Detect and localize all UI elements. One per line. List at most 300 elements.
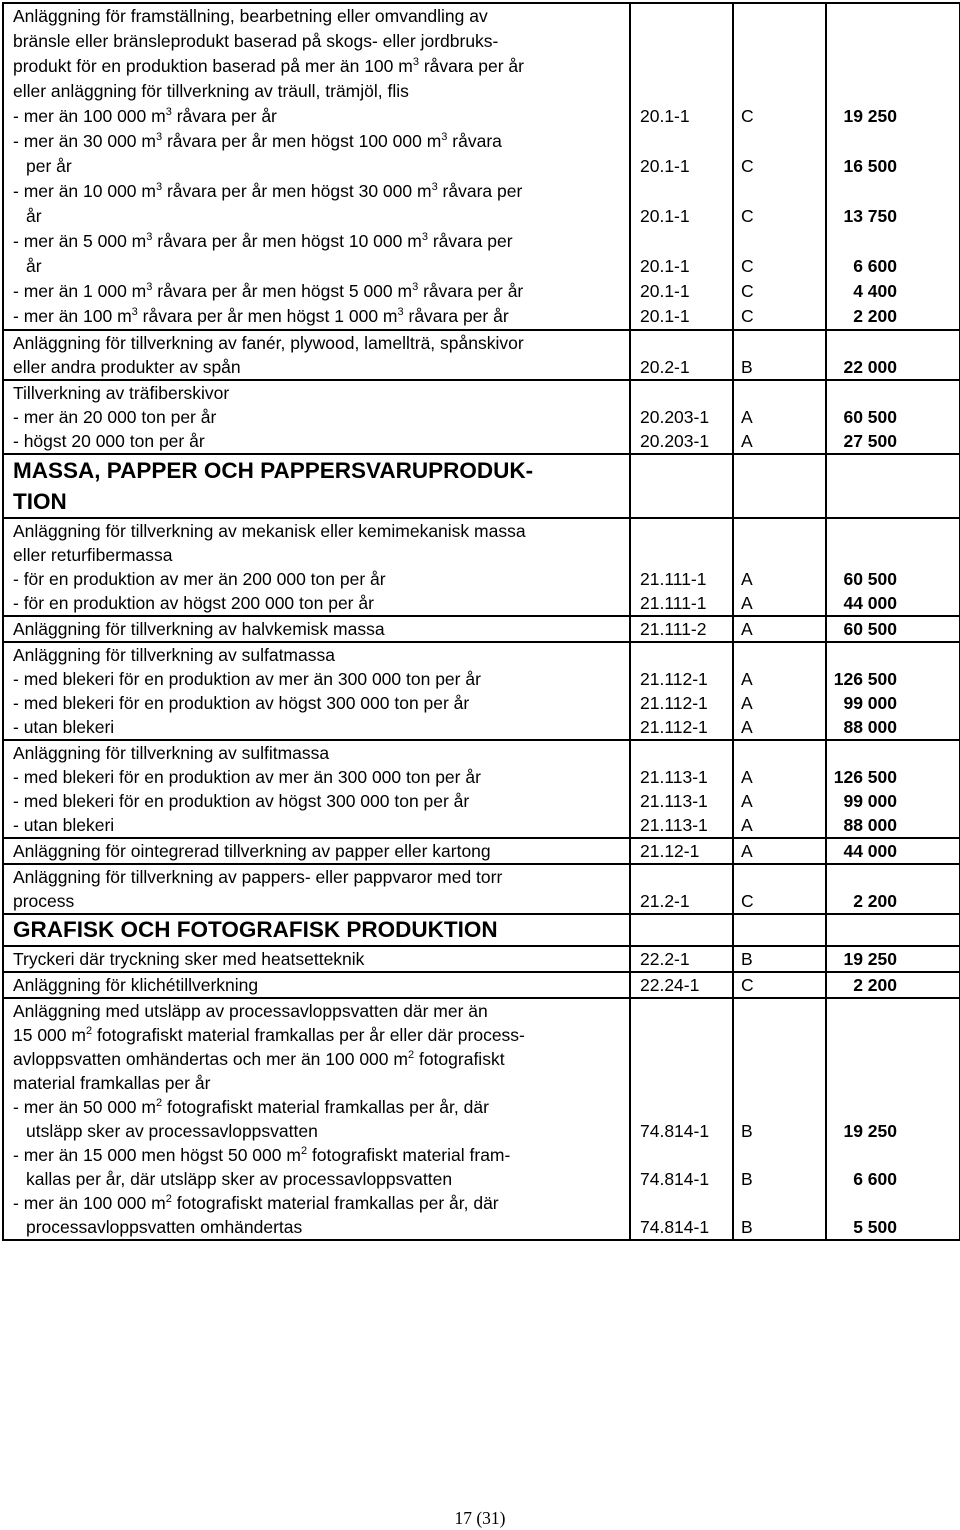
fee-class <box>734 1143 825 1167</box>
activity-code <box>631 1071 732 1095</box>
fee-amount-cell <box>826 864 960 914</box>
superscript-exponent: 3 <box>412 56 419 69</box>
activity-code-cell <box>630 616 733 642</box>
fee-amount <box>827 331 959 355</box>
fee-class <box>734 519 825 543</box>
fee-class: A <box>741 717 753 737</box>
activity-description: år <box>26 256 42 276</box>
fee-class-cell <box>733 330 826 380</box>
fee-class: A <box>741 669 753 689</box>
table-row <box>3 642 960 740</box>
activity-code <box>631 519 732 543</box>
activity-description <box>4 54 629 79</box>
fee-class: A <box>741 569 753 589</box>
activity-description: process <box>13 891 75 911</box>
fee-class: B <box>741 949 753 969</box>
fee-class <box>734 331 825 355</box>
text-segment: råvara per år <box>418 281 524 301</box>
activity-code <box>631 543 732 567</box>
fee-amount-cell <box>826 972 960 998</box>
fee-amount <box>827 1095 959 1119</box>
fee-class: C <box>741 206 754 226</box>
activity-description: bränsle eller bränsleprodukt baserad på skogs- eller jordbruks- <box>13 31 499 51</box>
section-heading: MASSA, PAPPER OCH PAPPERSVARUPRODUK- <box>13 458 534 483</box>
fee-class: A <box>741 767 753 787</box>
text-segment: - mer än 10 000 m <box>13 181 156 201</box>
text-segment: råvara per år <box>418 56 524 76</box>
activity-code <box>631 643 732 667</box>
activity-code: 21.113-1 <box>640 767 708 787</box>
activity-code <box>631 54 732 79</box>
activity-description: - med blekeri för en produktion av mer än 300 000 ton per år <box>13 669 481 689</box>
fee-amount: 126 500 <box>833 669 897 689</box>
superscript-exponent: 2 <box>300 1145 308 1158</box>
text-segment: råvara per år men högst 5 000 m <box>152 281 413 301</box>
text-segment: råvara per <box>437 181 523 201</box>
fee-amount-cell <box>826 838 960 864</box>
fee-class: C <box>741 975 754 995</box>
activity-code <box>631 1023 732 1047</box>
fee-amount: 4 400 <box>853 281 897 301</box>
fee-amount <box>827 129 959 154</box>
text-segment: - mer än 30 000 m <box>13 131 156 151</box>
activity-description: Anläggning för tillverkning av mekanisk eller kemimekanisk massa <box>13 521 526 541</box>
fee-amount <box>827 1143 959 1167</box>
activity-code: 20.1-1 <box>640 306 690 326</box>
activity-description: per år <box>26 156 72 176</box>
activity-description <box>4 1023 629 1047</box>
fee-class: A <box>741 407 753 427</box>
fee-amount <box>827 29 959 54</box>
fee-amount: 6 600 <box>853 256 897 276</box>
fee-amount: 19 250 <box>843 1121 897 1141</box>
activity-description <box>4 1191 629 1215</box>
fee-class <box>734 79 825 104</box>
table-row <box>3 740 960 838</box>
activity-code: 21.111-2 <box>640 619 707 639</box>
fee-class <box>734 1191 825 1215</box>
superscript-exponent: 3 <box>155 131 163 144</box>
activity-code <box>631 999 732 1023</box>
text-segment: - mer än 100 000 m <box>13 1193 166 1213</box>
fee-class <box>734 381 825 405</box>
activity-description <box>4 1047 629 1071</box>
section-heading-row <box>3 914 960 946</box>
activity-code: 74.814-1 <box>640 1217 710 1237</box>
fee-amount: 88 000 <box>843 815 897 835</box>
text-segment: - mer än 100 000 m <box>13 106 166 126</box>
activity-description <box>4 304 629 329</box>
fee-class <box>734 741 825 765</box>
activity-description: material framkallas per år <box>13 1073 211 1093</box>
fee-class-cell <box>733 3 826 330</box>
fee-amount <box>827 4 959 29</box>
activity-code <box>631 1047 732 1071</box>
fee-class <box>734 543 825 567</box>
fee-amount: 44 000 <box>843 841 897 861</box>
activity-description: Anläggning för framställning, bearbetning eller omvandling av <box>13 6 488 26</box>
fee-class <box>734 54 825 79</box>
text-segment: råvara per år men högst 100 000 m <box>162 131 442 151</box>
superscript-exponent: 2 <box>155 1097 163 1110</box>
activity-description-cell <box>3 946 630 972</box>
activity-description: Tryckeri där tryckning sker med heatsetteknik <box>13 949 365 969</box>
activity-description: Anläggning för tillverkning av sulfatmassa <box>13 645 335 665</box>
activity-code: 22.24-1 <box>640 975 700 995</box>
fee-amount: 2 200 <box>853 975 897 995</box>
table-row <box>3 864 960 914</box>
fee-amount: 13 750 <box>843 206 897 226</box>
superscript-exponent: 2 <box>407 1049 415 1062</box>
activity-description: processavloppsvatten omhändertas <box>26 1217 303 1237</box>
fee-class <box>734 4 825 29</box>
activity-code-cell <box>630 3 733 330</box>
text-segment: råvara per <box>427 231 513 251</box>
activity-description: - med blekeri för en produktion av högst 300 000 ton per år <box>13 693 470 713</box>
activity-code <box>631 129 732 154</box>
text-segment: fotografiskt material fram- <box>307 1145 511 1165</box>
fee-amount-cell <box>826 642 960 740</box>
activity-description: - med blekeri för en produktion av mer än 300 000 ton per år <box>13 767 481 787</box>
fee-class: C <box>741 156 754 176</box>
fee-class <box>734 1023 825 1047</box>
superscript-exponent: 2 <box>165 1193 172 1206</box>
activity-description: Anläggning för ointegrerad tillverkning av papper eller kartong <box>13 841 491 861</box>
activity-description: - mer än 20 000 ton per år <box>13 407 217 427</box>
activity-description-cell <box>3 330 630 380</box>
fee-class: B <box>741 1121 753 1141</box>
text-segment: - mer än 100 m <box>13 306 132 326</box>
superscript-exponent: 3 <box>165 106 172 119</box>
activity-code <box>631 29 732 54</box>
activity-description: Anläggning för klichétillverkning <box>13 975 259 995</box>
text-segment: - mer än 15 000 men högst 50 000 m <box>13 1145 301 1165</box>
activity-code <box>631 229 732 254</box>
fee-amount-cell <box>826 518 960 616</box>
activity-description: år <box>26 206 42 226</box>
activity-description-cell <box>3 972 630 998</box>
fee-amount <box>827 643 959 667</box>
activity-code-cell <box>630 998 733 1240</box>
activity-code <box>631 179 732 204</box>
activity-code: 21.113-1 <box>640 815 708 835</box>
empty-cell <box>826 454 960 518</box>
activity-description: Anläggning med utsläpp av processavloppsvatten där mer än <box>13 1001 488 1021</box>
fee-class-cell <box>733 946 826 972</box>
fee-class: C <box>741 281 754 301</box>
activity-description: Anläggning för tillverkning av fanér, plywood, lamellträ, spånskivor <box>13 333 524 353</box>
superscript-exponent: 2 <box>85 1025 93 1038</box>
activity-description: Anläggning för tillverkning av halvkemisk massa <box>13 619 385 639</box>
text-segment: råvara per år men högst 10 000 m <box>152 231 422 251</box>
activity-description <box>4 104 629 129</box>
activity-code: 22.2-1 <box>640 949 690 969</box>
empty-cell <box>826 914 960 946</box>
table-row <box>3 838 960 864</box>
fee-class <box>734 229 825 254</box>
activity-description <box>4 229 629 254</box>
table-row <box>3 330 960 380</box>
activity-description: - för en produktion av högst 200 000 ton per år <box>13 593 374 613</box>
fee-class: C <box>741 891 754 911</box>
text-segment: produkt för en produktion baserad på mer än 100 m <box>13 56 413 76</box>
fee-class: C <box>741 306 754 326</box>
activity-code <box>631 381 732 405</box>
section-heading-cell <box>3 454 630 518</box>
text-segment: - mer än 5 000 m <box>13 231 147 251</box>
fee-amount <box>827 865 959 889</box>
text-segment: - mer än 1 000 m <box>13 281 147 301</box>
activity-description-cell <box>3 642 630 740</box>
activity-code <box>631 865 732 889</box>
activity-description <box>4 1143 629 1167</box>
activity-code: 21.111-1 <box>640 569 707 589</box>
fee-amount <box>827 1047 959 1071</box>
activity-code: 20.2-1 <box>640 357 690 377</box>
activity-code <box>631 1191 732 1215</box>
fee-amount: 60 500 <box>843 619 897 639</box>
activity-code: 20.1-1 <box>640 281 690 301</box>
superscript-exponent: 3 <box>412 281 419 294</box>
fee-class: A <box>741 693 753 713</box>
fee-amount <box>827 1023 959 1047</box>
text-segment: råvara per år <box>403 306 509 326</box>
activity-code: 21.2-1 <box>640 891 690 911</box>
activity-code <box>631 4 732 29</box>
fee-amount: 99 000 <box>843 693 897 713</box>
activity-description <box>4 1095 629 1119</box>
activity-description-cell <box>3 838 630 864</box>
fee-class-cell <box>733 864 826 914</box>
fee-amount <box>827 54 959 79</box>
fee-class-cell <box>733 838 826 864</box>
activity-code-cell <box>630 642 733 740</box>
text-segment: - mer än 50 000 m <box>13 1097 156 1117</box>
fee-class: C <box>741 106 754 126</box>
fee-class <box>734 179 825 204</box>
text-segment: 15 000 m <box>13 1025 86 1045</box>
activity-code: 21.112-1 <box>640 717 708 737</box>
fee-class <box>734 643 825 667</box>
fee-amount: 16 500 <box>843 156 897 176</box>
fee-class-cell <box>733 616 826 642</box>
activity-description <box>4 129 629 154</box>
activity-description: kallas per år, där utsläpp sker av processavloppsvatten <box>26 1169 453 1189</box>
fee-class: A <box>741 791 753 811</box>
activity-description: eller andra produkter av spån <box>13 357 241 377</box>
fee-table <box>2 2 960 1241</box>
section-heading: GRAFISK OCH FOTOGRAFISK PRODUKTION <box>13 917 498 942</box>
table-row <box>3 518 960 616</box>
page-number: 17 (31) <box>454 1508 506 1528</box>
activity-code-cell <box>630 740 733 838</box>
activity-description: Anläggning för tillverkning av sulfitmassa <box>13 743 330 763</box>
activity-code: 20.1-1 <box>640 156 690 176</box>
activity-description-cell <box>3 998 630 1240</box>
superscript-exponent: 3 <box>146 231 153 244</box>
superscript-exponent: 3 <box>146 281 153 294</box>
activity-code: 21.112-1 <box>640 669 708 689</box>
table-row <box>3 616 960 642</box>
fee-class: A <box>741 431 753 451</box>
fee-amount-cell <box>826 998 960 1240</box>
table-row <box>3 3 960 330</box>
superscript-exponent: 3 <box>431 181 438 194</box>
fee-class <box>734 999 825 1023</box>
fee-class-cell <box>733 380 826 454</box>
fee-class <box>734 1071 825 1095</box>
fee-amount-cell <box>826 380 960 454</box>
fee-class-cell <box>733 642 826 740</box>
fee-amount: 22 000 <box>843 357 897 377</box>
activity-code: 21.12-1 <box>640 841 700 861</box>
activity-description-cell <box>3 380 630 454</box>
fee-amount-cell <box>826 946 960 972</box>
activity-code: 20.1-1 <box>640 106 690 126</box>
empty-cell <box>733 454 826 518</box>
fee-amount-cell <box>826 3 960 330</box>
fee-amount: 60 500 <box>843 569 897 589</box>
activity-code: 20.1-1 <box>640 256 690 276</box>
fee-amount: 126 500 <box>833 767 897 787</box>
fee-amount: 99 000 <box>843 791 897 811</box>
fee-table-body <box>3 3 960 1240</box>
superscript-exponent: 3 <box>441 131 448 144</box>
fee-amount: 19 250 <box>843 949 897 969</box>
activity-code <box>631 79 732 104</box>
fee-class <box>734 29 825 54</box>
fee-class-cell <box>733 972 826 998</box>
activity-description-cell <box>3 740 630 838</box>
fee-amount: 27 500 <box>843 431 897 451</box>
activity-description: Anläggning för tillverkning av pappers- eller pappvaror med torr <box>13 867 503 887</box>
activity-description: - med blekeri för en produktion av högst 300 000 ton per år <box>13 791 470 811</box>
activity-code: 20.203-1 <box>640 431 710 451</box>
empty-cell <box>630 914 733 946</box>
text-segment: fotografiskt material framkallas per år eller där process- <box>92 1025 525 1045</box>
fee-class-cell <box>733 518 826 616</box>
fee-amount <box>827 1071 959 1095</box>
superscript-exponent: 3 <box>131 306 138 319</box>
activity-description: - utan blekeri <box>13 717 115 737</box>
table-row <box>3 998 960 1240</box>
section-heading: TION <box>13 489 67 514</box>
fee-class <box>734 129 825 154</box>
fee-amount-cell <box>826 740 960 838</box>
activity-code: 20.203-1 <box>640 407 710 427</box>
activity-code <box>631 741 732 765</box>
activity-description-cell <box>3 864 630 914</box>
text-segment: råvara <box>447 131 502 151</box>
fee-amount: 5 500 <box>853 1217 897 1237</box>
fee-class: B <box>741 1169 753 1189</box>
activity-code-cell <box>630 972 733 998</box>
superscript-exponent: 3 <box>397 306 404 319</box>
activity-code-cell <box>630 380 733 454</box>
activity-description: utsläpp sker av processavloppsvatten <box>26 1121 318 1141</box>
activity-description: - för en produktion av mer än 200 000 ton per år <box>13 569 386 589</box>
fee-class: A <box>741 815 753 835</box>
fee-amount-cell <box>826 330 960 380</box>
text-segment: avloppsvatten omhändertas och mer än 100 000 m <box>13 1049 408 1069</box>
activity-code <box>631 1095 732 1119</box>
empty-cell <box>630 454 733 518</box>
fee-class <box>734 1047 825 1071</box>
fee-class-cell <box>733 998 826 1240</box>
activity-code: 74.814-1 <box>640 1169 710 1189</box>
fee-amount <box>827 229 959 254</box>
text-segment: råvara per år <box>171 106 277 126</box>
fee-amount <box>827 519 959 543</box>
fee-amount <box>827 741 959 765</box>
fee-class: A <box>741 619 753 639</box>
activity-description: Tillverkning av träfiberskivor <box>13 383 230 403</box>
fee-amount: 2 200 <box>853 891 897 911</box>
fee-class: B <box>741 1217 753 1237</box>
fee-amount <box>827 543 959 567</box>
activity-description: eller returfibermassa <box>13 545 173 565</box>
fee-amount: 2 200 <box>853 306 897 326</box>
text-segment: råvara per år men högst 30 000 m <box>162 181 432 201</box>
activity-description: - utan blekeri <box>13 815 115 835</box>
table-row <box>3 972 960 998</box>
activity-description <box>4 179 629 204</box>
fee-class: A <box>741 841 753 861</box>
activity-code: 74.814-1 <box>640 1121 710 1141</box>
activity-code <box>631 331 732 355</box>
table-row <box>3 380 960 454</box>
activity-code: 21.112-1 <box>640 693 708 713</box>
activity-code-cell <box>630 838 733 864</box>
text-segment: råvara per år men högst 1 000 m <box>137 306 398 326</box>
fee-class: A <box>741 593 753 613</box>
text-segment: fotografiskt material framkallas per år, där <box>171 1193 499 1213</box>
superscript-exponent: 3 <box>155 181 163 194</box>
superscript-exponent: 3 <box>421 231 428 244</box>
fee-amount: 60 500 <box>843 407 897 427</box>
activity-description: eller anläggning för tillverkning av träull, trämjöl, flis <box>13 81 409 101</box>
fee-amount <box>827 179 959 204</box>
fee-class-cell <box>733 740 826 838</box>
fee-amount: 6 600 <box>853 1169 897 1189</box>
fee-amount <box>827 999 959 1023</box>
text-segment: fotografiskt material framkallas per år, där <box>162 1097 489 1117</box>
fee-class <box>734 865 825 889</box>
table-row <box>3 946 960 972</box>
activity-description: - högst 20 000 ton per år <box>13 431 205 451</box>
activity-description <box>4 279 629 304</box>
activity-code-cell <box>630 518 733 616</box>
empty-cell <box>733 914 826 946</box>
activity-code: 20.1-1 <box>640 206 690 226</box>
activity-code <box>631 1143 732 1167</box>
activity-code-cell <box>630 946 733 972</box>
fee-class: C <box>741 256 754 276</box>
fee-amount: 19 250 <box>843 106 897 126</box>
fee-amount <box>827 1191 959 1215</box>
fee-amount: 44 000 <box>843 593 897 613</box>
activity-code-cell <box>630 330 733 380</box>
activity-description-cell <box>3 616 630 642</box>
section-heading-row <box>3 454 960 518</box>
section-heading-cell <box>3 914 630 946</box>
fee-class <box>734 1095 825 1119</box>
fee-amount <box>827 381 959 405</box>
activity-description-cell <box>3 3 630 330</box>
fee-amount: 88 000 <box>843 717 897 737</box>
activity-description-cell <box>3 518 630 616</box>
activity-code: 21.113-1 <box>640 791 708 811</box>
